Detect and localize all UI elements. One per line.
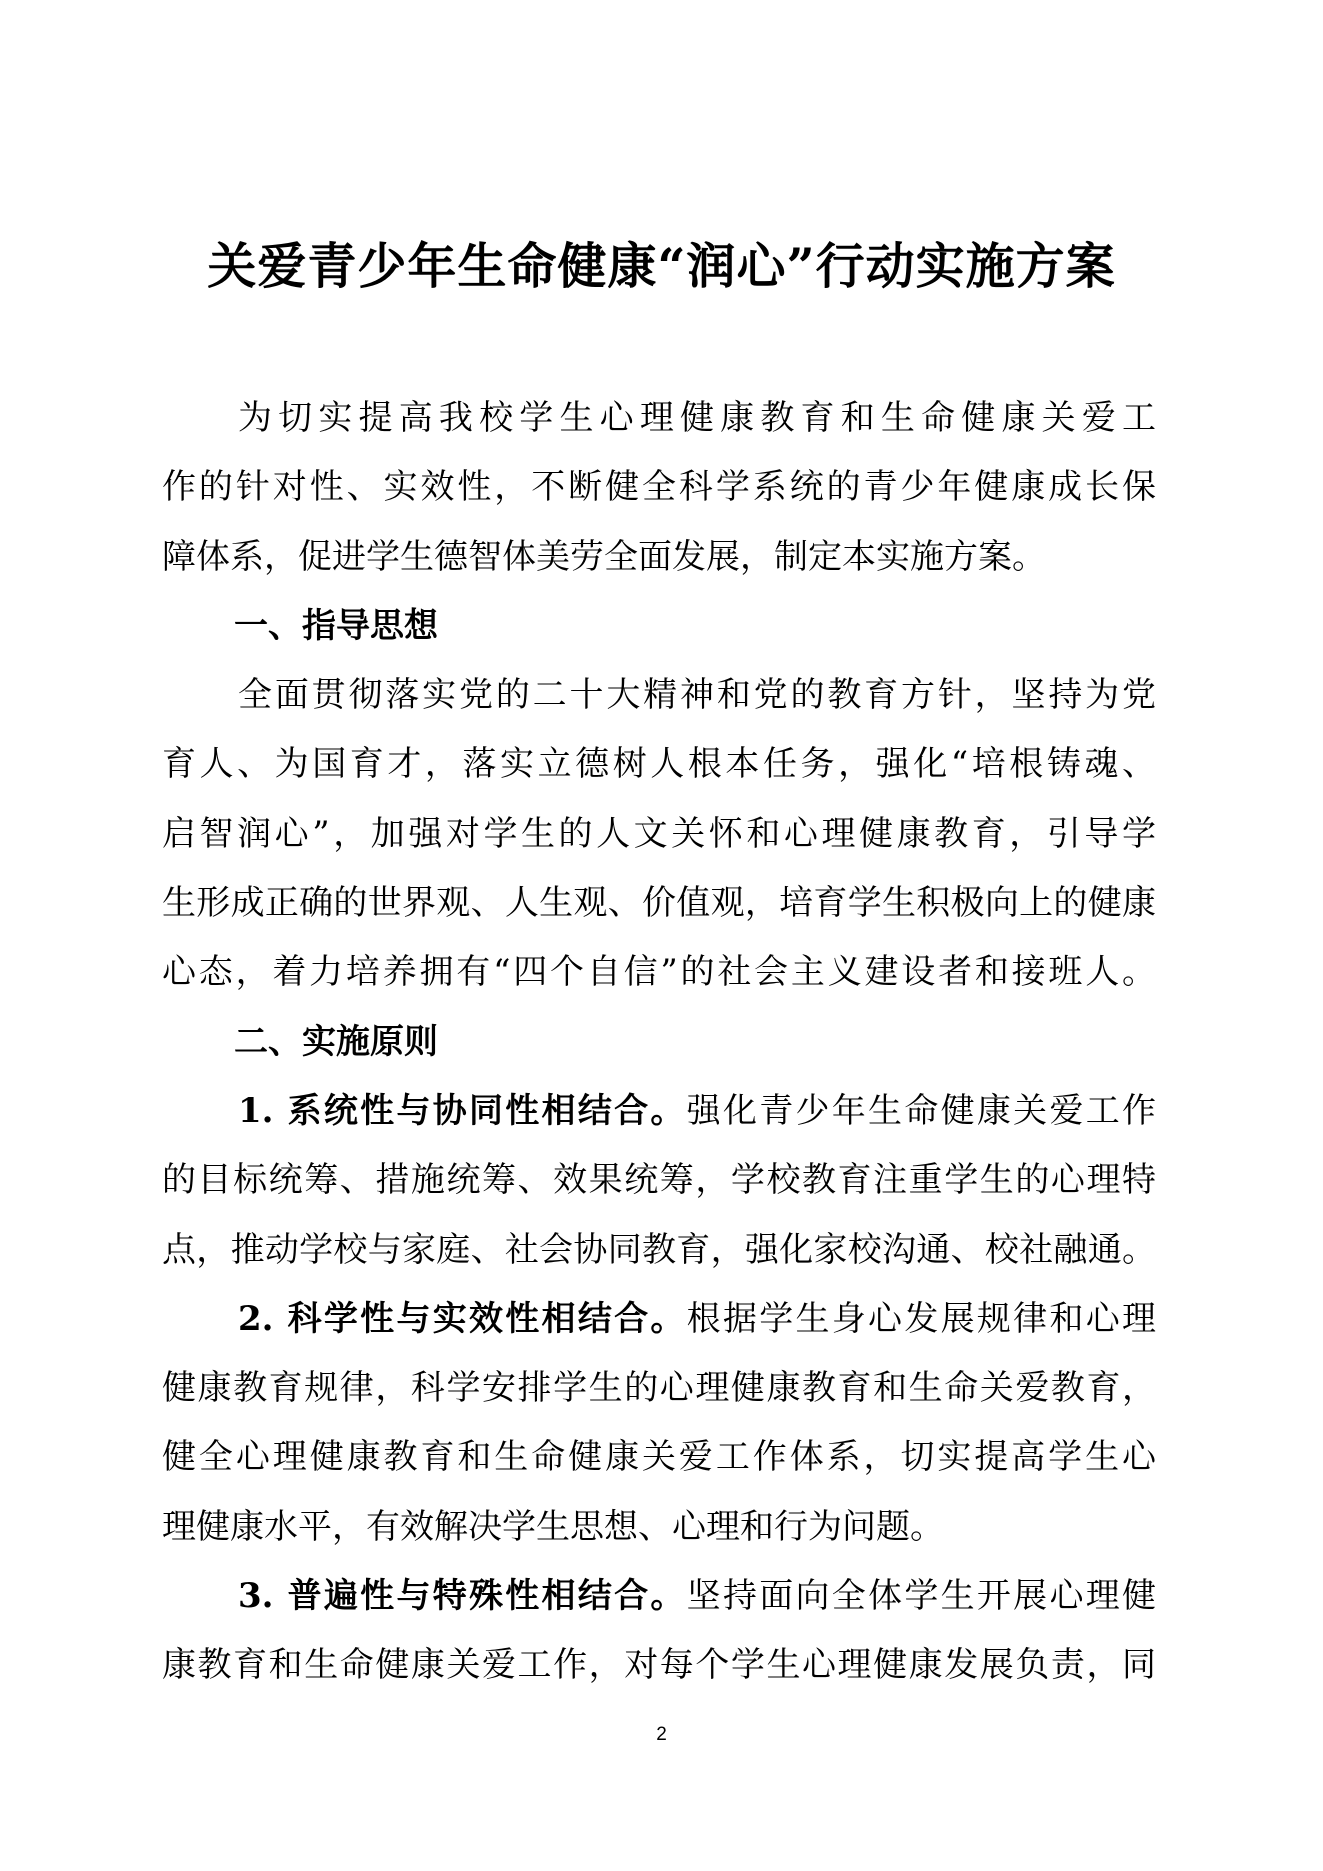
principle-paragraph — [162, 1077, 1156, 1285]
principle-text: 根据学生身心发展规律和心理 — [686, 1298, 1156, 1339]
principle-text: 强化青少年生命健康关爱工作 — [686, 1090, 1156, 1131]
paragraph-line: 障体系，促进学生德智体美劳全面发展，制定本实施方案。 — [162, 536, 1046, 577]
guiding-ideology-paragraph — [162, 661, 1156, 1007]
document-title: 关爱青少年生命健康“润心”行动实施方案 — [207, 237, 1116, 295]
paragraph-line: 全面贯彻落实党的二十大精神和党的教育方针，坚持为党 — [238, 675, 1156, 716]
paragraph-line: 理健康水平，有效解决学生思想、心理和行为问题。 — [162, 1506, 944, 1547]
principle-label: 1. 系统性与协同性相结合。 — [238, 1090, 687, 1131]
principle-paragraph — [162, 1562, 1156, 1701]
paragraph-line: 生形成正确的世界观、人生观、价值观，培育学生积极向上的健康 — [162, 883, 1156, 924]
section-heading: 一、指导思想 — [234, 605, 438, 646]
principle-label: 2. 科学性与实效性相结合。 — [238, 1298, 687, 1339]
paragraph-line — [162, 1562, 1156, 1631]
principle-text: 坚持面向全体学生开展心理健 — [686, 1576, 1156, 1617]
paragraph-line: 作的针对性、实效性，不断健全科学系统的青少年健康成长保 — [162, 467, 1156, 508]
paragraph-line: 健康教育规律，科学安排学生的心理健康教育和生命关爱教育， — [162, 1368, 1156, 1409]
paragraph-line: 点，推动学校与家庭、社会协同教育，强化家校沟通、校社融通。 — [162, 1229, 1156, 1270]
paragraph-line: 的目标统筹、措施统筹、效果统筹，学校教育注重学生的心理特 — [162, 1160, 1156, 1201]
paragraph-line: 心态，着力培养拥有“四个自信”的社会主义建设者和接班人。 — [162, 952, 1156, 993]
paragraph-line — [162, 1285, 1156, 1354]
principle-paragraph — [162, 1285, 1156, 1562]
paragraph-line — [162, 1077, 1156, 1146]
document-body — [162, 384, 1156, 1701]
intro-paragraph — [162, 384, 1156, 592]
paragraph-line: 康教育和生命健康关爱工作，对每个学生心理健康发展负责，同 — [162, 1645, 1156, 1686]
paragraph-line: 启智润心”，加强对学生的人文关怀和心理健康教育，引导学 — [162, 813, 1156, 854]
section-heading: 二、实施原则 — [234, 1021, 438, 1062]
paragraph-line: 为切实提高我校学生心理健康教育和生命健康关爱工 — [238, 398, 1156, 438]
principle-label: 3. 普遍性与特殊性相结合。 — [238, 1576, 687, 1617]
paragraph-line: 育人、为国育才，落实立德树人根本任务，强化“培根铸魂、 — [162, 744, 1156, 785]
page-number: 2 — [656, 1724, 667, 1745]
paragraph-line: 健全心理健康教育和生命健康关爱工作体系，切实提高学生心 — [162, 1437, 1156, 1478]
